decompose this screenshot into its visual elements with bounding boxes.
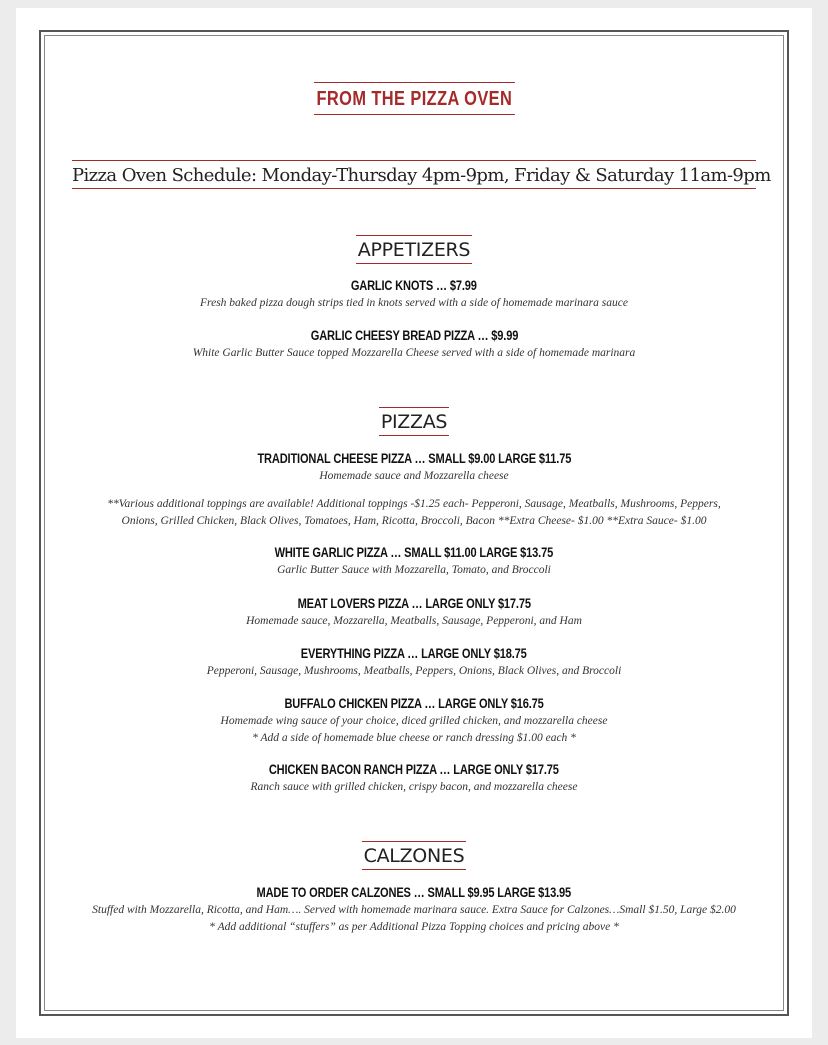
- item-name: WHITE GARLIC PIZZA … SMALL $11.00 LARGE $13.75: [274, 545, 554, 560]
- item-description: Stuffed with Mozzarella, Ricotta, and Ham…. Served with homemade marinara sauce. Extra Sauce for Calzones…Small $1.50, Large $2.00: [92, 904, 736, 916]
- item-name: CHICKEN BACON RANCH PIZZA … LARGE ONLY $17.75: [269, 762, 559, 777]
- item-description: Pepperoni, Sausage, Mushrooms, Meatballs, Peppers, Onions, Black Olives, and Broccoli: [206, 665, 622, 677]
- oven-schedule: Pizza Oven Schedule: Monday-Thursday 4pm-9pm, Friday & Saturday 11am-9pm: [72, 160, 756, 189]
- menu-item-garlic-knots: [0, 277, 828, 312]
- toppings-line: Onions, Grilled Chicken, Black Olives, Tomatoes, Ham, Ricotta, Broccoli, Bacon **Extra Cheese- $1.00 **Extra Sauce- $1.00: [121, 515, 707, 527]
- item-name: MEAT LOVERS PIZZA … LARGE ONLY $17.75: [297, 596, 531, 611]
- toppings-info: [0, 496, 828, 530]
- item-description: Ranch sauce with grilled chicken, crispy bacon, and mozzarella cheese: [250, 781, 578, 793]
- section-calzones: [0, 841, 828, 870]
- item-description: Garlic Butter Sauce with Mozzarella, Tomato, and Broccoli: [277, 564, 551, 576]
- section-pizzas: [0, 407, 828, 436]
- menu-item-meat-lovers: [0, 595, 828, 630]
- item-name: GARLIC CHEESY BREAD PIZZA … $9.99: [310, 328, 518, 343]
- section-title-appetizers: APPETIZERS: [356, 235, 472, 264]
- item-description: Homemade sauce, Mozzarella, Meatballs, Sausage, Pepperoni, and Ham: [246, 615, 582, 627]
- toppings-line: **Various additional toppings are available! Additional toppings -$1.25 each- Pepperoni, Sausage, Meatballs, Mushrooms, Peppers,: [107, 498, 721, 510]
- item-note: * Add additional “stuffers” as per Additional Pizza Topping choices and pricing above *: [209, 921, 619, 933]
- menu-item-chicken-bacon-ranch: [0, 761, 828, 796]
- item-description: Homemade sauce and Mozzarella cheese: [319, 470, 509, 482]
- menu-title: FROM THE PIZZA OVEN: [314, 82, 515, 115]
- section-title-pizzas: PIZZAS: [379, 407, 449, 436]
- menu-item-traditional-cheese: [0, 450, 828, 485]
- item-name: MADE TO ORDER CALZONES … SMALL $9.95 LARGE $13.95: [256, 885, 572, 900]
- menu-item-calzones: [0, 884, 828, 936]
- menu-item-everything: [0, 645, 828, 680]
- section-appetizers: [0, 235, 828, 264]
- menu-heading: [0, 82, 828, 115]
- item-description: White Garlic Butter Sauce topped Mozzarella Cheese served with a side of homemade marinara: [192, 347, 636, 359]
- item-description: Fresh baked pizza dough strips tied in knots served with a side of homemade marinara sauce: [200, 297, 628, 309]
- menu-item-white-garlic: [0, 544, 828, 579]
- item-name: BUFFALO CHICKEN PIZZA … LARGE ONLY $16.75: [284, 696, 544, 711]
- menu-item-buffalo-chicken: [0, 695, 828, 747]
- section-title-calzones: CALZONES: [362, 841, 467, 870]
- item-name: EVERYTHING PIZZA … LARGE ONLY $18.75: [301, 646, 527, 661]
- menu-item-garlic-cheesy-bread: [0, 327, 828, 362]
- item-name: GARLIC KNOTS … $7.99: [351, 278, 477, 293]
- item-description: Homemade wing sauce of your choice, diced grilled chicken, and mozzarella cheese: [220, 715, 608, 727]
- item-name: TRADITIONAL CHEESE PIZZA … SMALL $9.00 LARGE $11.75: [257, 451, 571, 466]
- item-note: * Add a side of homemade blue cheese or ranch dressing $1.00 each *: [252, 732, 576, 744]
